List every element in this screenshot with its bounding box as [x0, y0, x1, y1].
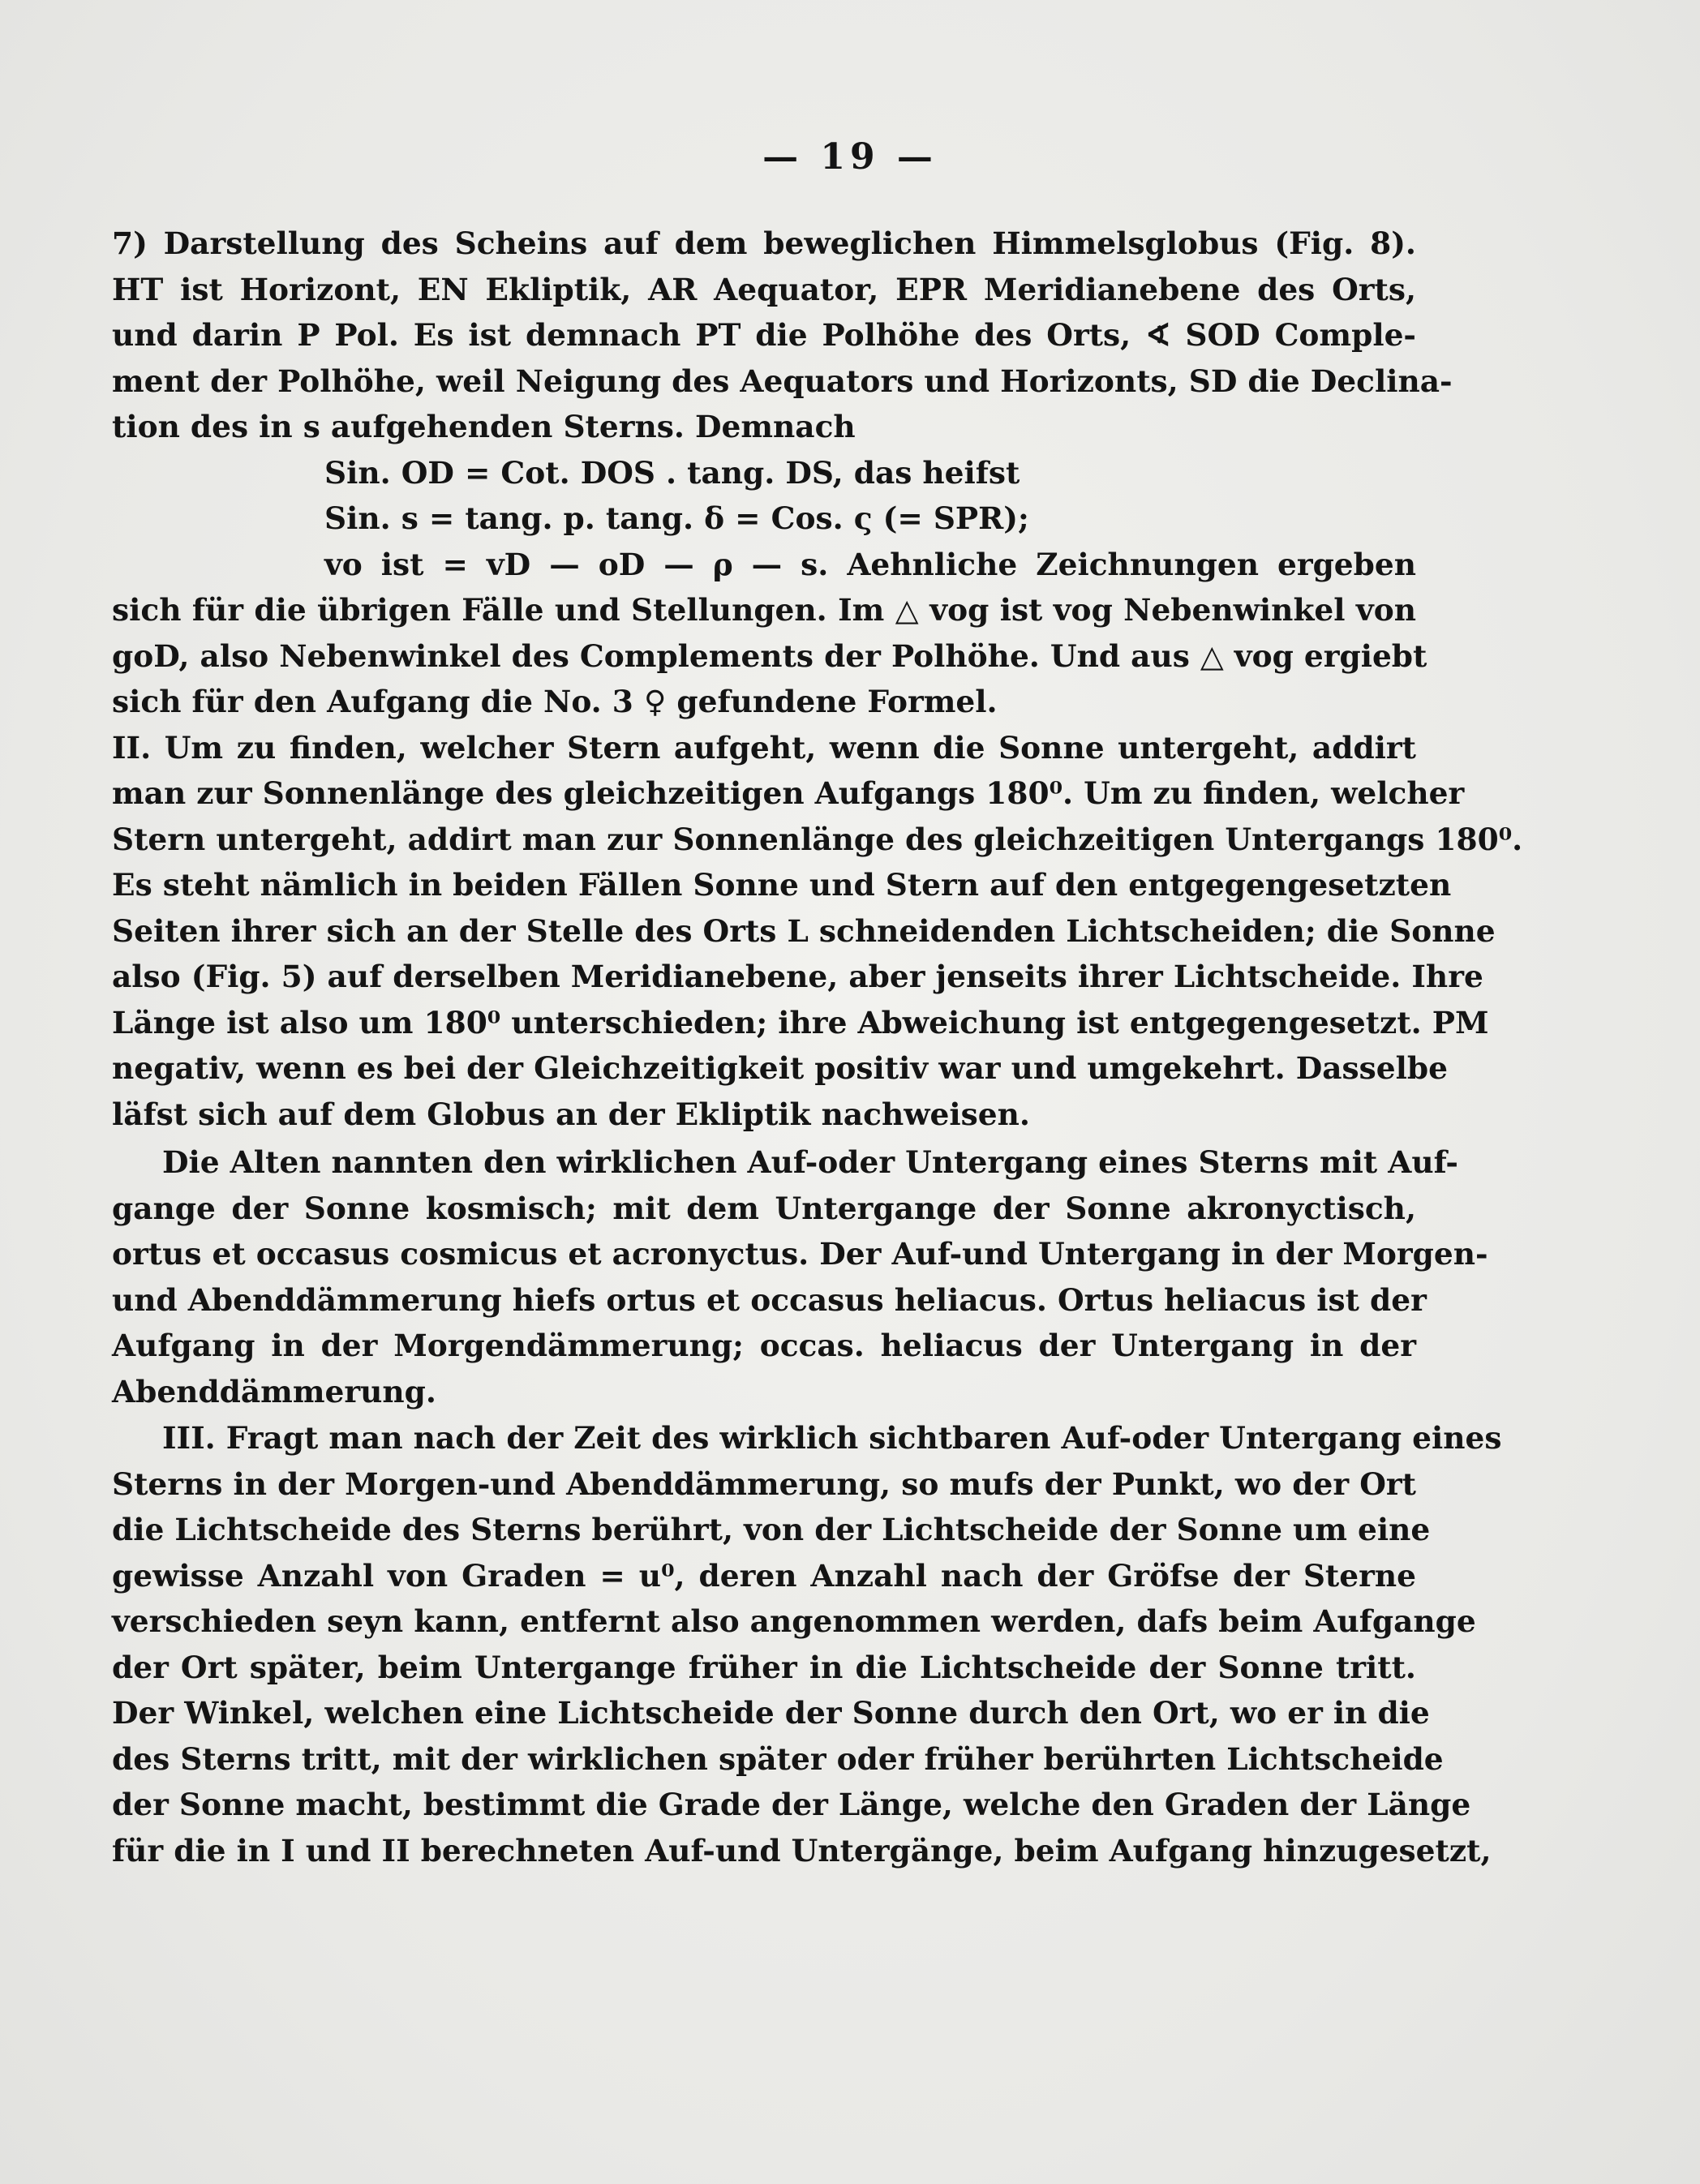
- formula-line: Sin. OD = Cot. DOS . tang. DS, das heifst: [324, 454, 1020, 491]
- text-line: ment der Polhöhe, weil Neigung des Aequators und Horizonts, SD die Declina-: [112, 363, 1453, 399]
- text-line: ortus et occasus cosmicus et acronyctus. Der Auf-und Untergang in der Morgen-: [112, 1236, 1488, 1272]
- text-line: tion des in s aufgehenden Sterns. Demnach: [112, 409, 856, 444]
- text-line: Abenddämmerung.: [112, 1373, 436, 1410]
- section-7-darstellung: [112, 221, 1453, 725]
- text-line: gange der Sonne kosmisch; mit dem Untergange der Sonne akronyctisch,: [112, 1190, 1416, 1226]
- text-line: sich für den Aufgang die No. 3 ♀ gefundene Formel.: [112, 684, 998, 719]
- text-line: man zur Sonnenlänge des gleichzeitigen Aufgangs 180⁰. Um zu finden, welcher: [112, 775, 1465, 811]
- section-II: [112, 725, 1523, 1138]
- formula-line: vo ist = vD — oD — ρ — s. Aehnliche Zeichnungen ergeben: [324, 546, 1416, 582]
- text-line: die Lichtscheide des Sterns berührt, von der Lichtscheide der Sonne um eine: [112, 1512, 1431, 1547]
- text-line: und darin P Pol. Es ist demnach PT die Polhöhe des Orts, ∢ SOD Comple-: [112, 317, 1416, 353]
- section-III: [112, 1415, 1502, 1873]
- text-line: der Ort später, beim Untergange früher in die Lichtscheide der Sonne tritt.: [112, 1649, 1416, 1685]
- text-line: der Sonne macht, bestimmt die Grade der Länge, welche den Graden der Länge: [112, 1787, 1471, 1822]
- text-line: II. Um zu finden, welcher Stern aufgeht, wenn die Sonne untergeht, addirt: [112, 729, 1416, 766]
- text-line: 7) Darstellung des Scheins auf dem beweglichen Himmelsglobus (Fig. 8).: [112, 225, 1416, 261]
- text-body: [112, 221, 1523, 1137]
- text-line: Stern untergeht, addirt man zur Sonnenlänge des gleichzeitigen Untergangs 180⁰.: [112, 821, 1523, 857]
- text-line: Die Alten nannten den wirklichen Auf-oder Untergang eines Sterns mit Auf-: [162, 1144, 1458, 1180]
- text-line: Aufgang in der Morgendämmerung; occas. heliacus der Untergang in der: [112, 1328, 1416, 1363]
- text-line: negativ, wenn es bei der Gleichzeitigkeit positiv war und umgekehrt. Dasselbe: [112, 1050, 1448, 1086]
- text-line: Länge ist also um 180⁰ unterschieden; ihre Abweichung ist entgegengesetzt. PM: [112, 1004, 1489, 1041]
- text-line: HT ist Horizont, EN Ekliptik, AR Aequator, EPR Meridianebene des Orts,: [112, 271, 1416, 307]
- formula-line: Sin. s = tang. p. tang. δ = Cos. ς (= SPR);: [324, 500, 1029, 536]
- text-line: also (Fig. 5) auf derselben Meridianebene, aber jenseits ihrer Lichtscheide. Ihre: [112, 959, 1483, 994]
- text-line: läfst sich auf dem Globus an der Ekliptik nachweisen.: [112, 1096, 1030, 1132]
- text-line: III. Fragt man nach der Zeit des wirklich sichtbaren Auf-oder Untergang eines: [162, 1420, 1502, 1456]
- text-line: Der Winkel, welchen eine Lichtscheide der Sonne durch den Ort, wo er in die: [112, 1695, 1430, 1731]
- text-line: Sterns in der Morgen-und Abenddämmerung, so mufs der Punkt, wo der Ort: [112, 1465, 1416, 1502]
- text-line: Seiten ihrer sich an der Stelle des Orts L schneidenden Lichtscheiden; die Sonne: [112, 912, 1496, 949]
- text-line: und Abenddämmerung hiefs ortus et occasus heliacus. Ortus heliacus ist der: [112, 1281, 1427, 1318]
- text-line: goD, also Nebenwinkel des Complements der Polhöhe. Und aus △ vog ergiebt: [112, 637, 1427, 674]
- text-line: für die in I und II berechneten Auf-und Untergänge, beim Aufgang hinzugesetzt,: [112, 1832, 1492, 1869]
- text-line: Es steht nämlich in beiden Fällen Sonne und Stern auf den entgegengesetzten: [112, 867, 1452, 903]
- text-line: gewisse Anzahl von Graden = u⁰, deren Anzahl nach der Gröfse der Sterne: [112, 1557, 1416, 1594]
- section-alten: [112, 1139, 1488, 1414]
- text-line: sich für die übrigen Fälle und Stellungen. Im △ vog ist vog Nebenwinkel von: [112, 592, 1416, 628]
- text-line: des Sterns tritt, mit der wirklichen später oder früher berührten Lichtscheide: [112, 1740, 1444, 1777]
- text-line: verschieden seyn kann, entfernt also angenommen werden, dafs beim Aufgange: [112, 1603, 1476, 1639]
- page-number: — 19 —: [762, 136, 938, 178]
